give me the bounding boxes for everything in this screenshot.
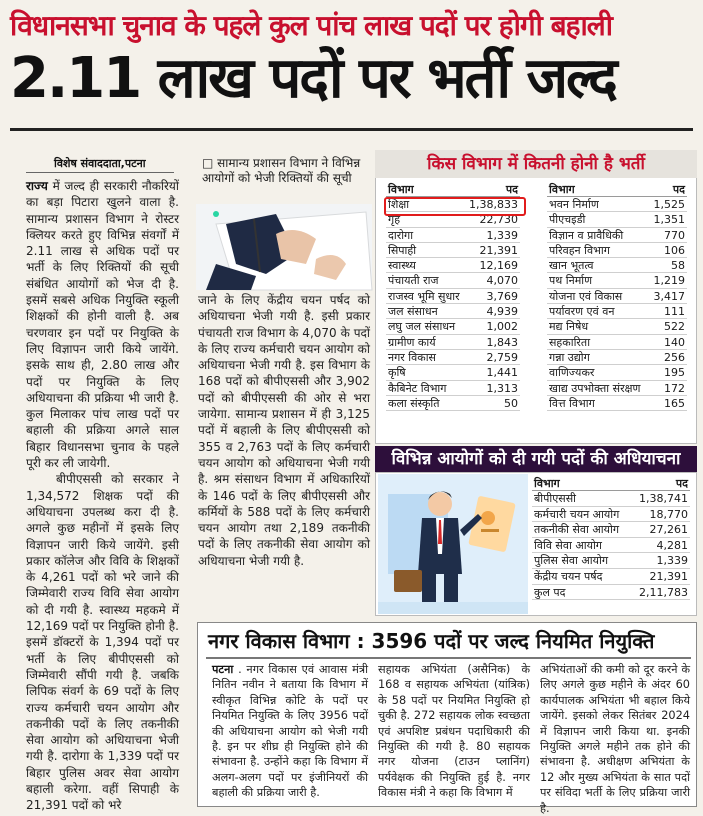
table-row [532,507,690,523]
row-value: 22,730 [479,213,518,227]
table-row [532,491,690,507]
department-table-right [547,182,687,411]
table-row [532,569,690,585]
article-column-2 [198,292,370,612]
header-posts: पद [672,183,685,196]
main-headline: 2.11 लाख पदों पर भर्ती जल्द [10,46,616,111]
department-table-title: किस विभाग में कितनी होनी है भर्ती [375,150,697,178]
table-row [386,243,520,258]
paragraph-1 [26,178,179,471]
signing-document-photo [196,204,372,290]
row-value: 1,219 [653,274,685,288]
row-value: 4,281 [656,538,688,552]
row-value: 58 [671,259,685,273]
byline: विशेष संवाददाता,पटना [54,157,146,170]
row-label: पीएचइडी [549,213,586,227]
table-row [547,197,687,212]
table-row [547,258,687,273]
row-label: सिपाही [388,243,417,257]
paragraph-2 [26,471,179,813]
table-row [386,365,520,380]
row-value: 770 [664,228,685,242]
row-label: विवि सेवा आयोग [534,538,602,552]
table-row [547,335,687,350]
commission-table [532,476,690,600]
table-row [547,273,687,288]
row-label: गृह [388,213,401,227]
drop-lead: राज्य [26,179,48,193]
table-row [386,381,520,396]
table-row [386,350,520,365]
table-row [547,243,687,258]
row-value: 1,38,741 [639,492,688,505]
paragraph-text: में जल्द ही सरकारी नौकरियों का बड़ा पिटारा खुलने वाला है. सामान्य प्रशासन विभाग ने रोस्टर क्लियर करते हुए विभिन्न संवर्गों में 2.11 लाख से अधिक पदों पर भर्ती के लिए रिक्तियों की सूची संबंधित आयोगों को भेज दी है. इसमें सबसे अधिक नियुक्ति स्कूली शिक्षकों की होनी वाली है. अब चरणवार इन पदों पर नियुक्ति के लिए विज्ञापन जारी किये जायेंगे. इसके साथ ही, 2.80 लाख और पदों पर नियुक्ति के लिए अधियाचना की प्रक्रिया भी जारी है. कुल मिलाकर पांच लाख पदों पर बहाली की प्रक्रिया अगले साल बिहार विधानसभा चुनाव के पहले पूरी कर ली जायेगी. [26,179,179,471]
row-label: योजना एवं विकास [549,289,623,303]
row-label: स्वास्थ्य [388,259,416,273]
row-value: 21,391 [479,243,518,257]
row-value: 1,002 [486,320,518,334]
table-row [547,228,687,243]
table-row [547,350,687,365]
row-label: मद्य निषेध [549,320,589,334]
table-row [386,273,520,288]
row-label: वित्त विभाग [549,396,595,410]
job-seeker-illustration [378,474,528,614]
table-row [532,553,690,569]
row-value: 1,441 [486,366,518,380]
row-value: 1,339 [656,554,688,568]
row-label: शिक्षा [388,198,410,211]
row-label: पंचायती राज [388,274,439,288]
table-row [386,289,520,304]
table-row [547,381,687,396]
row-value: 12,169 [479,259,518,273]
row-label: नगर विकास [388,350,436,364]
table-row [386,258,520,273]
row-value: 3,769 [486,289,518,303]
urban-text-1: . नगर विकास एवं आवास मंत्री नितिन नवीन ने बताया कि विभाग में स्वीकृत विभिन्न कोटि के पदों पर नियमित नियुक्ति के लिए 3956 पदों की अधियाचना आयोग को भेजी गयी है. इन पर शीघ्र ही नियुक्ति होने की संभावना है. उन्होंने कहा कि विभाग में अलग-अलग पदों पर इंजीनियरों की बहाली की प्रक्रिया जारी है. [212,663,368,800]
table-header [532,476,690,491]
row-label: बीपीएससी [534,492,577,505]
urban-column-2: सहायक अभियंता (असैनिक) के 168 व सहायक अभियंता (यांत्रिक) के 58 पदों पर नियमित नियुक्ति हो चुकी है. 272 सहायक लोक स्वच्छता एवं अपशिष्ट प्रबंधन पदाधिकारी की नियुक्ति की गयी है. 80 सहायक नगर योजना (टाउन प्लानिंग) पर्यवेक्षक की नियुक्ति हुई है. नगर विकास मंत्री ने कहा कि विभाग में [378,663,530,800]
row-value: 1,843 [486,335,518,349]
row-label: वाणिज्यकर [549,366,595,380]
table-row [386,304,520,319]
table-row [386,396,520,411]
row-value: 1,313 [486,381,518,395]
urban-column-1 [212,662,368,807]
row-label: खाद्य उपभोक्ता संरक्षण [549,381,641,395]
urban-box-title: नगर विकास विभाग : 3596 पदों पर जल्द नियमित नियुक्ति [208,629,655,653]
dateline: पटना [212,663,234,676]
header-posts: पद [675,477,688,490]
row-value: 165 [664,396,685,410]
row-value: 21,391 [649,569,688,583]
table-row [547,396,687,411]
table-row [547,212,687,227]
byline-divider [26,172,174,173]
row-label: कैबिनेट विभाग [388,381,447,395]
row-label: कर्मचारी चयन आयोग [534,507,620,521]
header-dept: विभाग [534,477,560,490]
row-value: 195 [664,366,685,380]
commission-table-title: विभिन्न आयोगों को दी गयी पदों की अधियाचना [375,446,697,472]
row-value: 50 [504,396,518,410]
table-row [547,365,687,380]
row-value: 4,070 [486,274,518,288]
header-dept: विभाग [549,183,575,196]
businessman-icon [378,474,528,614]
table-row [386,319,520,334]
row-label: दारोगा [388,228,414,242]
row-value: 1,38,833 [469,198,518,211]
table-header [386,182,520,197]
article-subhead [202,156,370,202]
education-highlight-box [384,197,526,216]
row-value: 140 [664,335,685,349]
row-label: पथ निर्माण [549,274,593,288]
row-value: 2,11,783 [639,585,688,599]
row-value: 27,261 [649,523,688,537]
paragraph-text: बीपीएससी को सरकार ने 1,34,572 शिक्षक पदों की अधियाचना उपलब्ध करा दी है. अगले कुछ महीनों में इसके लिए विज्ञापन जारी किये जायेंगे. इसी प्रकार कॉलेज और विवि के शिक्षकों के 4,261 पदों को भरे जाने की जिम्मेवारी राज्य विवि सेवा आयोग को दी गयी है. स्वास्थ्य महकमे में 12,169 पदों पर नियुक्ति होनी है. इसमें डॉक्टरों के 1,394 पदों पर भर्ती के लिए बीपीएससी को जिम्मेवारी सौंपी गयी है. जबकि लिपिक संवर्ग के 69 पदों के लिए राज्य कर्मचारी चयन आयोग और तकनीकी पदों के लिए तकनीकी सेवा आयोग को अधियाचना भेजी गयी है. दारोगा के 1,339 पदों पर बिहार पुलिस अवर सेवा आयोग बहाली करेगा. वहीं सिपाही के 21,391 पदों को भरे [26,472,179,813]
urban-column-3: अभियंताओं की कमी को दूर करने के लिए अगले कुछ महीने के अंदर 60 कार्यपालक अभियंता भी बहाल किये जायेंगे. इसको लेकर सितंबर 2024 में विज्ञापन जारी किया था. इनकी नियुक्ति अगले महीने तक होने की संभावना है. अधीक्षण अभियंता के 12 और मुख्य अभियंता के सात पदों पर संविदा भर्ती के लिए प्रक्रिया जारी है. [540,663,690,815]
row-value: 256 [664,350,685,364]
department-table-left [386,182,520,411]
row-label: परिवहन विभाग [549,243,610,257]
table-row [547,304,687,319]
row-value: 111 [664,305,685,319]
kicker-headline: विधानसभा चुनाव के पहले कुल पांच लाख पदों पर होगी बहाली [10,9,613,42]
row-value: 2,759 [486,350,518,364]
row-label: खान भूतत्व [549,259,594,273]
header-posts: पद [505,183,518,196]
row-label: कला संस्कृति [388,396,440,410]
row-value: 4,939 [486,305,518,319]
row-label: कृषि [388,366,406,380]
table-row [547,289,687,304]
table-row [386,228,520,243]
row-label: राजस्व भूमि सुधार [388,289,460,303]
urban-box-divider [206,657,691,659]
row-label: तकनीकी सेवा आयोग [534,523,620,537]
row-value: 18,770 [649,507,688,521]
row-label: लघु जल संसाधन [388,320,456,334]
row-label: जल संसाधन [388,305,438,319]
row-label: विज्ञान व प्रावैधिकी [549,228,624,242]
row-label: पर्यावरण एवं वन [549,305,615,319]
row-value: 106 [664,243,685,257]
table-row [547,319,687,334]
row-value: 1,525 [653,198,685,211]
table-row [532,522,690,538]
row-label: ग्रामीण कार्य [388,335,436,349]
row-label: कुल पद [534,585,566,599]
row-label: गन्ना उद्योग [549,350,590,364]
photo-illustration [196,204,372,290]
table-row [386,335,520,350]
row-value: 3,417 [653,289,685,303]
row-value: 522 [664,320,685,334]
row-label: केंद्रीय चयन पर्षद [534,569,603,583]
table-row [532,585,690,601]
table-row [532,538,690,554]
row-value: 1,339 [486,228,518,242]
table-header [547,182,687,197]
row-label: भवन निर्माण [549,198,599,211]
row-value: 1,351 [653,213,685,227]
bullet-square-icon: □ [202,156,218,170]
subhead-text: सामान्य प्रशासन विभाग ने विभिन्न आयोगों को भेजी रिक्तियों की सूची [202,156,361,185]
header-dept: विभाग [388,183,414,196]
row-label: सहकारिता [549,335,591,349]
row-value: 172 [664,381,685,395]
row-label: पुलिस सेवा आयोग [534,554,609,568]
article-column-1 [26,178,179,813]
paragraph-3: जाने के लिए केंद्रीय चयन पर्षद को अधियाचना भेजी गयी है. इसी प्रकार पंचायती राज विभाग के 4,070 के पदों के लिए राज्य कर्मचारी चयन आयोग को अधियाचना भेजी गयी है. इस विभाग के 168 पदों को बीपीएससी और 3,902 पदों को बीपीएससी की ओर से भरा जायेगा. सामान्य प्रशासन में ही 3,125 पदों में बहाली के लिए बीपीएससी को 355 व 2,763 पदों के लिए कर्मचारी चयन आयोग को अधियाचना भेजी गयी है. श्रम संसाधन विभाग में अधिकारियों के 146 पदों के लिए बीपीएससी और कर्मियों के 588 पदों के लिए कर्मचारी चयन आयोग तथा 2,189 तकनीकी पदों के लिए तकनीकी सेवा आयोग को अधियाचना भेजी गयी है. [198,293,370,568]
headline-divider [10,128,693,131]
